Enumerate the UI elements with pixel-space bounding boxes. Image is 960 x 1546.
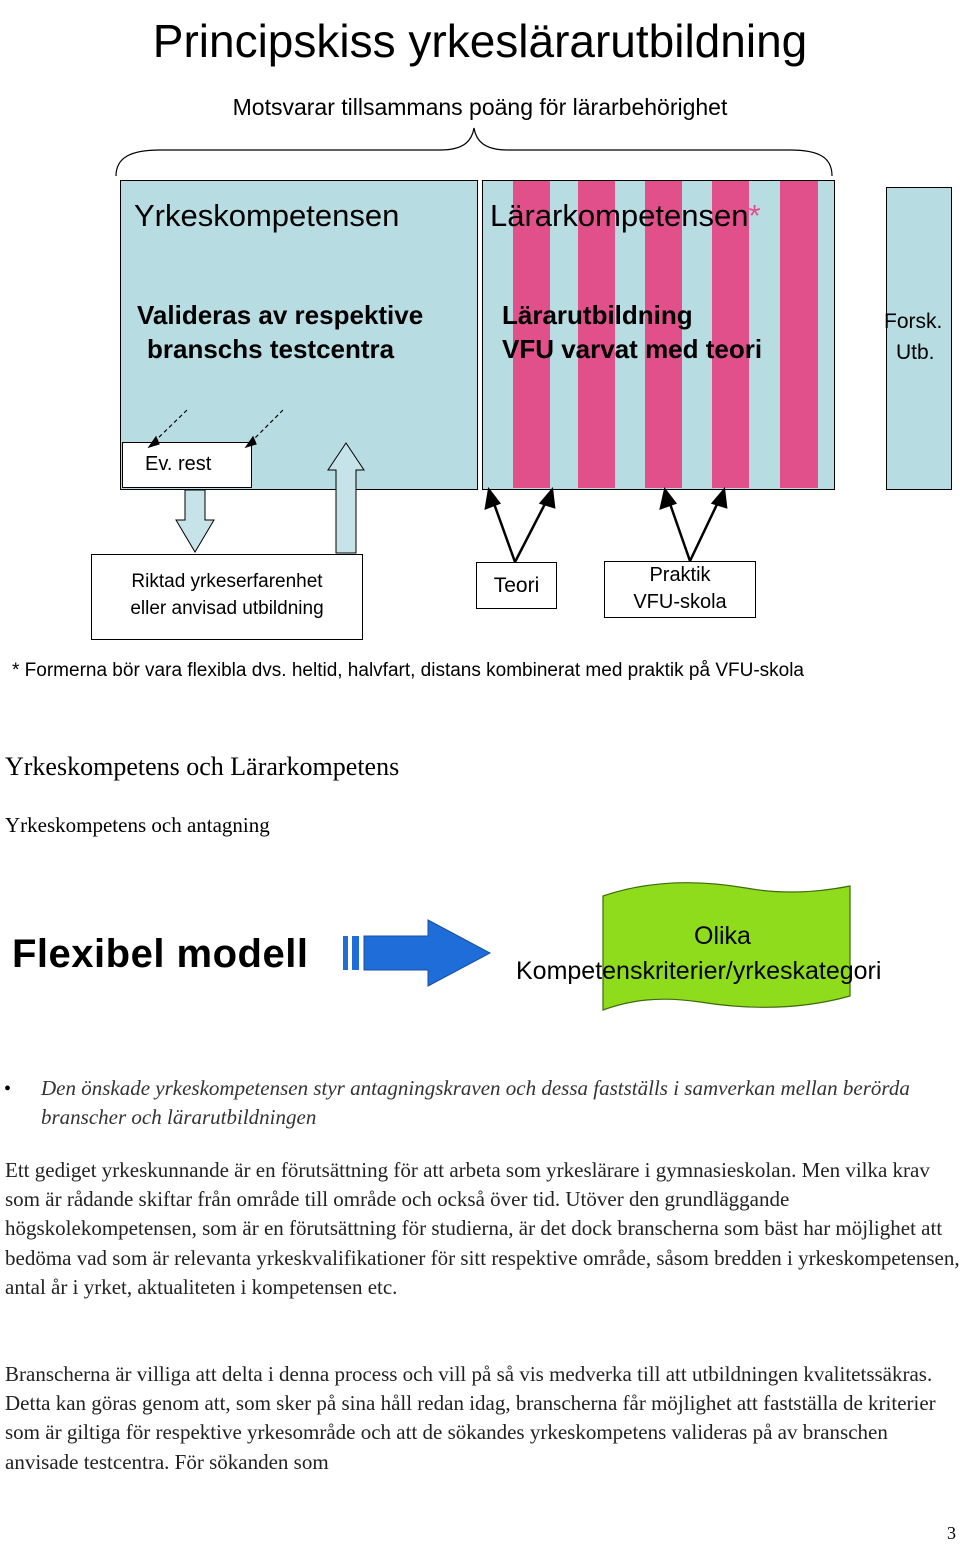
banner-line1: Olika: [694, 922, 751, 950]
ev-rest-label: Ev. rest: [145, 453, 212, 475]
praktik-box: [604, 561, 756, 618]
arrow-bar-2: [352, 936, 359, 970]
praktik-line2: VFU-skola: [633, 591, 727, 613]
praktik-arrows: [661, 490, 726, 561]
diagram-title: Principskiss yrkeslärarutbildning: [152, 15, 808, 67]
bullet-text: Den önskade yrkeskompetensen styr antagningskraven och dessa fastställs i samverkan mellan berörda branscher och lärarutbildningen: [41, 1076, 910, 1129]
dashed-arrow-2: [246, 410, 283, 447]
lararkompetens-heading-text: Lärarkompetensen: [490, 198, 749, 233]
arrow-bar-1: [343, 936, 348, 970]
dashed-arrow-1: [149, 410, 187, 447]
page-number: 3: [947, 1523, 956, 1543]
asterisk: *: [748, 198, 761, 233]
riktad-line2: eller anvisad utbildning: [130, 598, 324, 619]
diagram-footnote: * Formerna bör vara flexibla dvs. heltid, halvfart, distans kombinerat med praktik på VFU-skola: [12, 660, 804, 681]
diagram-subtitle: Motsvarar tillsammans poäng för lärarbehörighet: [232, 94, 728, 120]
paragraph-2: Branscherna är villiga att delta i denna process och vill på så vis medverka till att utbildningen kvalitetssäkras. Detta kan göras genom att, som sker på sina håll redan idag, branscherna får möjlighet att fastställa de kriterier som är giltiga för respektive yrkesområde och att de sökandes yrkeskompetens valideras på av branschen anvisade testcentra. För sökanden som: [5, 1362, 936, 1474]
yrkeskompetens-heading: Yrkeskompetensen: [134, 198, 400, 233]
teori-arrows: [486, 490, 554, 562]
down-block-arrow: [176, 490, 214, 552]
section-heading: Yrkeskompetens och Lärarkompetens: [5, 752, 400, 781]
riktad-box: [91, 554, 363, 640]
utb-label: Utb.: [896, 341, 935, 364]
lararkompetens-line2: VFU varvat med teori: [502, 334, 763, 364]
banner-line2: Kompetenskriterier/yrkeskategori: [516, 957, 882, 985]
principle-diagram: [0, 0, 960, 700]
right-arrow-icon: [364, 920, 490, 986]
riktad-line1: Riktad yrkeserfarenhet: [131, 571, 323, 592]
flex-model-label: Flexibel modell: [12, 932, 309, 976]
bullet-icon: •: [4, 1078, 12, 1100]
lararkompetens-line1: Lärarutbildning: [502, 300, 693, 330]
up-block-arrow: [328, 443, 364, 553]
yrkeskompetens-line2: branschs testcentra: [147, 334, 395, 364]
praktik-line1: Praktik: [649, 564, 711, 586]
forsk-label: Forsk.: [884, 310, 943, 333]
flex-model-graphic: [0, 860, 960, 1040]
paragraph-1: Ett gediget yrkeskunnande är en förutsättning för att arbeta som yrkeslärare i gymnasieskolan. Men vilka krav som är rådande skiftar från område till område och också över tid. Utöver den grundläggande högskolekompetensen, som är en förutsättning för studierna, är det dock branscherna som bäst har möjlighet att bedöma vad som är relevanta yrkeskvalifikationer för sitt respektive område, såsom bredden i yrkeskompetensen, antal år i yrket, aktualiteten i kompetensen etc.: [5, 1158, 960, 1299]
yrkeskompetens-line1: Valideras av respektive: [137, 300, 424, 330]
teori-box: [476, 562, 557, 609]
teori-label: Teori: [493, 574, 540, 597]
subsection-heading: Yrkeskompetens och antagning: [5, 813, 270, 837]
